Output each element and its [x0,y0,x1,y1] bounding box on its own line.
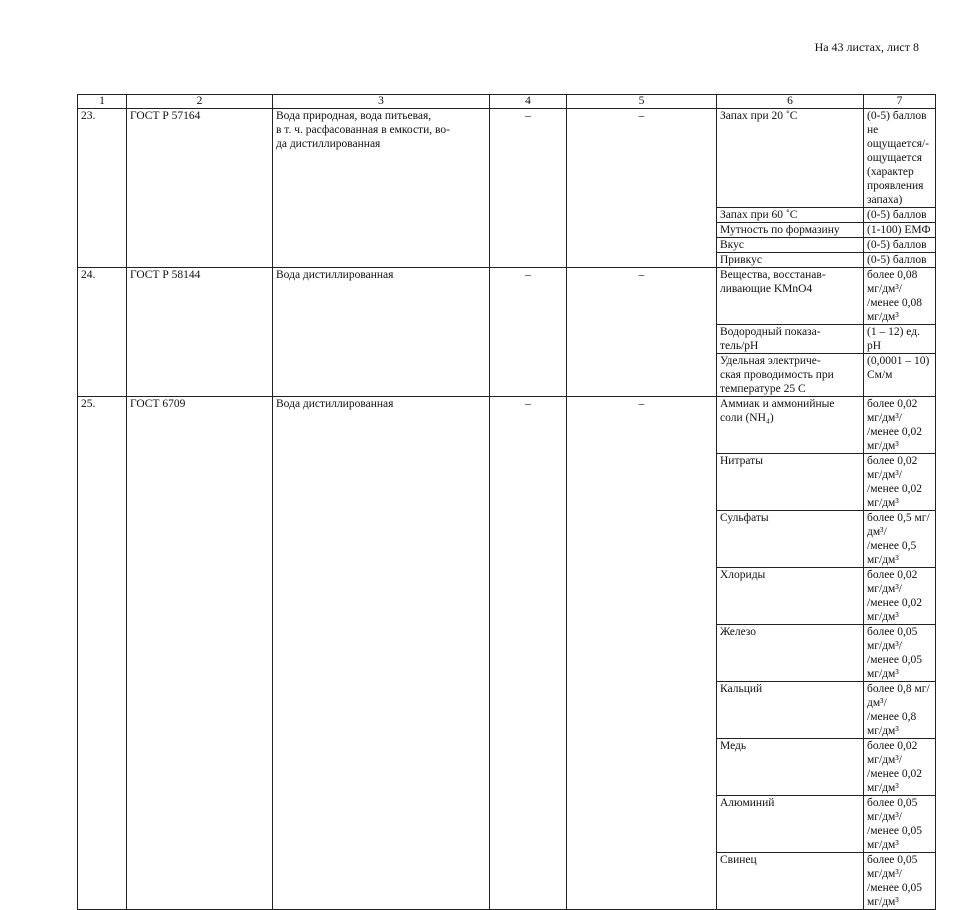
indicator-range-line: /менее 0,05 мг/дм³ [867,825,922,851]
indicator-name-cell [717,568,864,625]
indicator-name-line: Водородный показа- [720,326,821,338]
indicator-name-cell [717,796,864,853]
indicator-range-line: более 0,8 мг/дм³/ [867,683,930,709]
indicator-name-line: Свинец [720,854,757,866]
indicator-name-line: Удельная электриче- [720,355,821,367]
indicator-name-line: Алюминий [720,797,775,809]
indicator-range-line: более 0,02 мг/дм³/ [867,455,918,481]
indicator-name-cell [717,238,864,253]
column-number-cell: 5 [567,95,717,109]
object-line: да дистиллированная [276,138,381,150]
indicator-name-line: Сульфаты [720,512,769,524]
column-5-cell: – [567,109,717,268]
object-line: в т. ч. расфасованная в емкости, во- [276,124,450,136]
column-number-cell: 7 [864,95,936,109]
object-line: Вода дистиллированная [276,398,394,410]
indicator-name-line: Железо [720,626,757,638]
page-header: На 43 листах, лист 8 [814,40,919,54]
table-row [78,109,936,208]
indicator-range-line: /менее 0,5 мг/дм³ [867,540,917,566]
indicator-name-line: температуре 25 С [720,383,806,395]
indicator-name-line: ская проводимость при [720,369,834,381]
indicator-range-line: ощущается (характер [867,152,922,178]
column-number-cell: 4 [490,95,567,109]
table-body [78,95,936,910]
indicator-name-line: Нитраты [720,455,763,467]
indicator-range-line: /менее 0,05 мг/дм³ [867,882,922,908]
table-row [78,268,936,325]
indicator-name-cell [717,739,864,796]
indicator-range-cell [864,853,936,910]
indicator-range-line: более 0,08 мг/дм³/ [867,269,918,295]
indicator-range-cell [864,796,936,853]
standard-cell: ГОСТ Р 58144 [127,268,273,397]
indicator-name-cell [717,397,864,454]
column-4-cell: – [490,109,567,268]
indicator-range-line: (0-5) баллов [867,209,927,221]
indicator-name-cell [717,853,864,910]
indicator-range-line: более 0,05 мг/дм³/ [867,626,918,652]
column-4-cell: – [490,268,567,397]
item-number-cell: 25. [78,397,127,910]
accreditation-scope-table [77,94,936,910]
indicator-name-line: Вещества, восстанав- [720,269,826,281]
indicator-name-cell [717,625,864,682]
indicator-name-line: Мутность по формазину [720,224,840,236]
indicator-name-cell [717,268,864,325]
indicator-range-line: более 0,02 мг/дм³/ [867,740,918,766]
object-cell [273,109,490,268]
indicator-name-line: Медь [720,740,747,752]
indicator-range-line: проявления запаха) [867,180,924,206]
indicator-range-cell [864,109,936,208]
indicator-name-cell [717,511,864,568]
indicator-range-cell [864,625,936,682]
indicator-range-cell [864,454,936,511]
indicator-range-line: (1-100) ЕМФ [867,224,931,236]
indicator-range-line: (0-5) баллов [867,254,927,266]
column-number-cell: 3 [273,95,490,109]
indicator-range-line: более 0,02 мг/дм³/ [867,569,918,595]
indicator-range-cell [864,682,936,739]
indicator-range-line: более 0,05 мг/дм³/ [867,797,918,823]
object-cell [273,397,490,910]
indicator-name-line: Аммиак и аммонийные [720,398,835,410]
object-line: Вода природная, вода питьевая, [276,110,432,122]
indicator-name-line: Хлориды [720,569,766,581]
indicator-range-cell [864,397,936,454]
indicator-range-cell [864,268,936,325]
indicator-name-line: Запах при 60 ˚С [720,209,798,221]
column-5-cell: – [567,397,717,910]
indicator-range-line: (0-5) баллов [867,110,927,122]
indicator-range-line: /менее 0,05 мг/дм³ [867,654,922,680]
indicator-name-cell [717,208,864,223]
object-cell [273,268,490,397]
indicator-range-cell [864,238,936,253]
table-row [78,397,936,454]
indicator-range-line: /менее 0,02 мг/дм³ [867,597,922,623]
indicator-range-cell [864,511,936,568]
indicator-range-cell [864,325,936,354]
column-number-cell: 2 [127,95,273,109]
indicator-name-cell [717,109,864,208]
column-5-cell: – [567,268,717,397]
standard-cell: ГОСТ 6709 [127,397,273,910]
indicator-range-cell [864,354,936,397]
indicator-range-line: /менее 0,8 мг/дм³ [867,711,917,737]
indicator-range-line: (0-5) баллов [867,239,927,251]
indicator-name-cell [717,682,864,739]
indicator-name-line: Вкус [720,239,744,251]
indicator-name-line: Запах при 20 ˚С [720,110,798,122]
indicator-range-line: более 0,05 мг/дм³/ [867,854,918,880]
indicator-range-line: не ощущается/- [867,124,930,150]
standard-cell: ГОСТ Р 57164 [127,109,273,268]
indicator-range-line: более 0,02 мг/дм³/ [867,398,918,424]
indicator-name-line: соли (NH₄) [720,412,774,424]
indicator-range-cell [864,223,936,238]
indicator-range-line: (1 – 12) ед. pH [867,326,920,352]
indicator-range-line: /менее 0,02 мг/дм³ [867,426,922,452]
indicator-name-line: ливающие KMnO4 [720,283,813,295]
item-number-cell: 24. [78,268,127,397]
indicator-name-cell [717,223,864,238]
indicator-name-cell [717,253,864,268]
column-number-row [78,95,936,109]
indicator-name-cell [717,454,864,511]
column-number-cell: 6 [717,95,864,109]
indicator-name-line: Привкус [720,254,762,266]
indicator-range-line: /менее 0,02 мг/дм³ [867,483,922,509]
indicator-range-cell [864,568,936,625]
indicator-range-cell [864,739,936,796]
indicator-range-line: (0,0001 – 10) См/м [867,355,930,381]
indicator-name-cell [717,325,864,354]
indicator-range-line: более 0,5 мг/дм³/ [867,512,930,538]
indicator-name-line: тель/pH [720,340,759,352]
indicator-name-cell [717,354,864,397]
indicator-range-cell [864,208,936,223]
column-number-cell: 1 [78,95,127,109]
indicator-range-cell [864,253,936,268]
item-number-cell: 23. [78,109,127,268]
indicator-name-line: Кальций [720,683,763,695]
indicator-range-line: /менее 0,08 мг/дм³ [867,297,922,323]
object-line: Вода дистиллированная [276,269,394,281]
indicator-range-line: /менее 0,02 мг/дм³ [867,768,922,794]
column-4-cell: – [490,397,567,910]
